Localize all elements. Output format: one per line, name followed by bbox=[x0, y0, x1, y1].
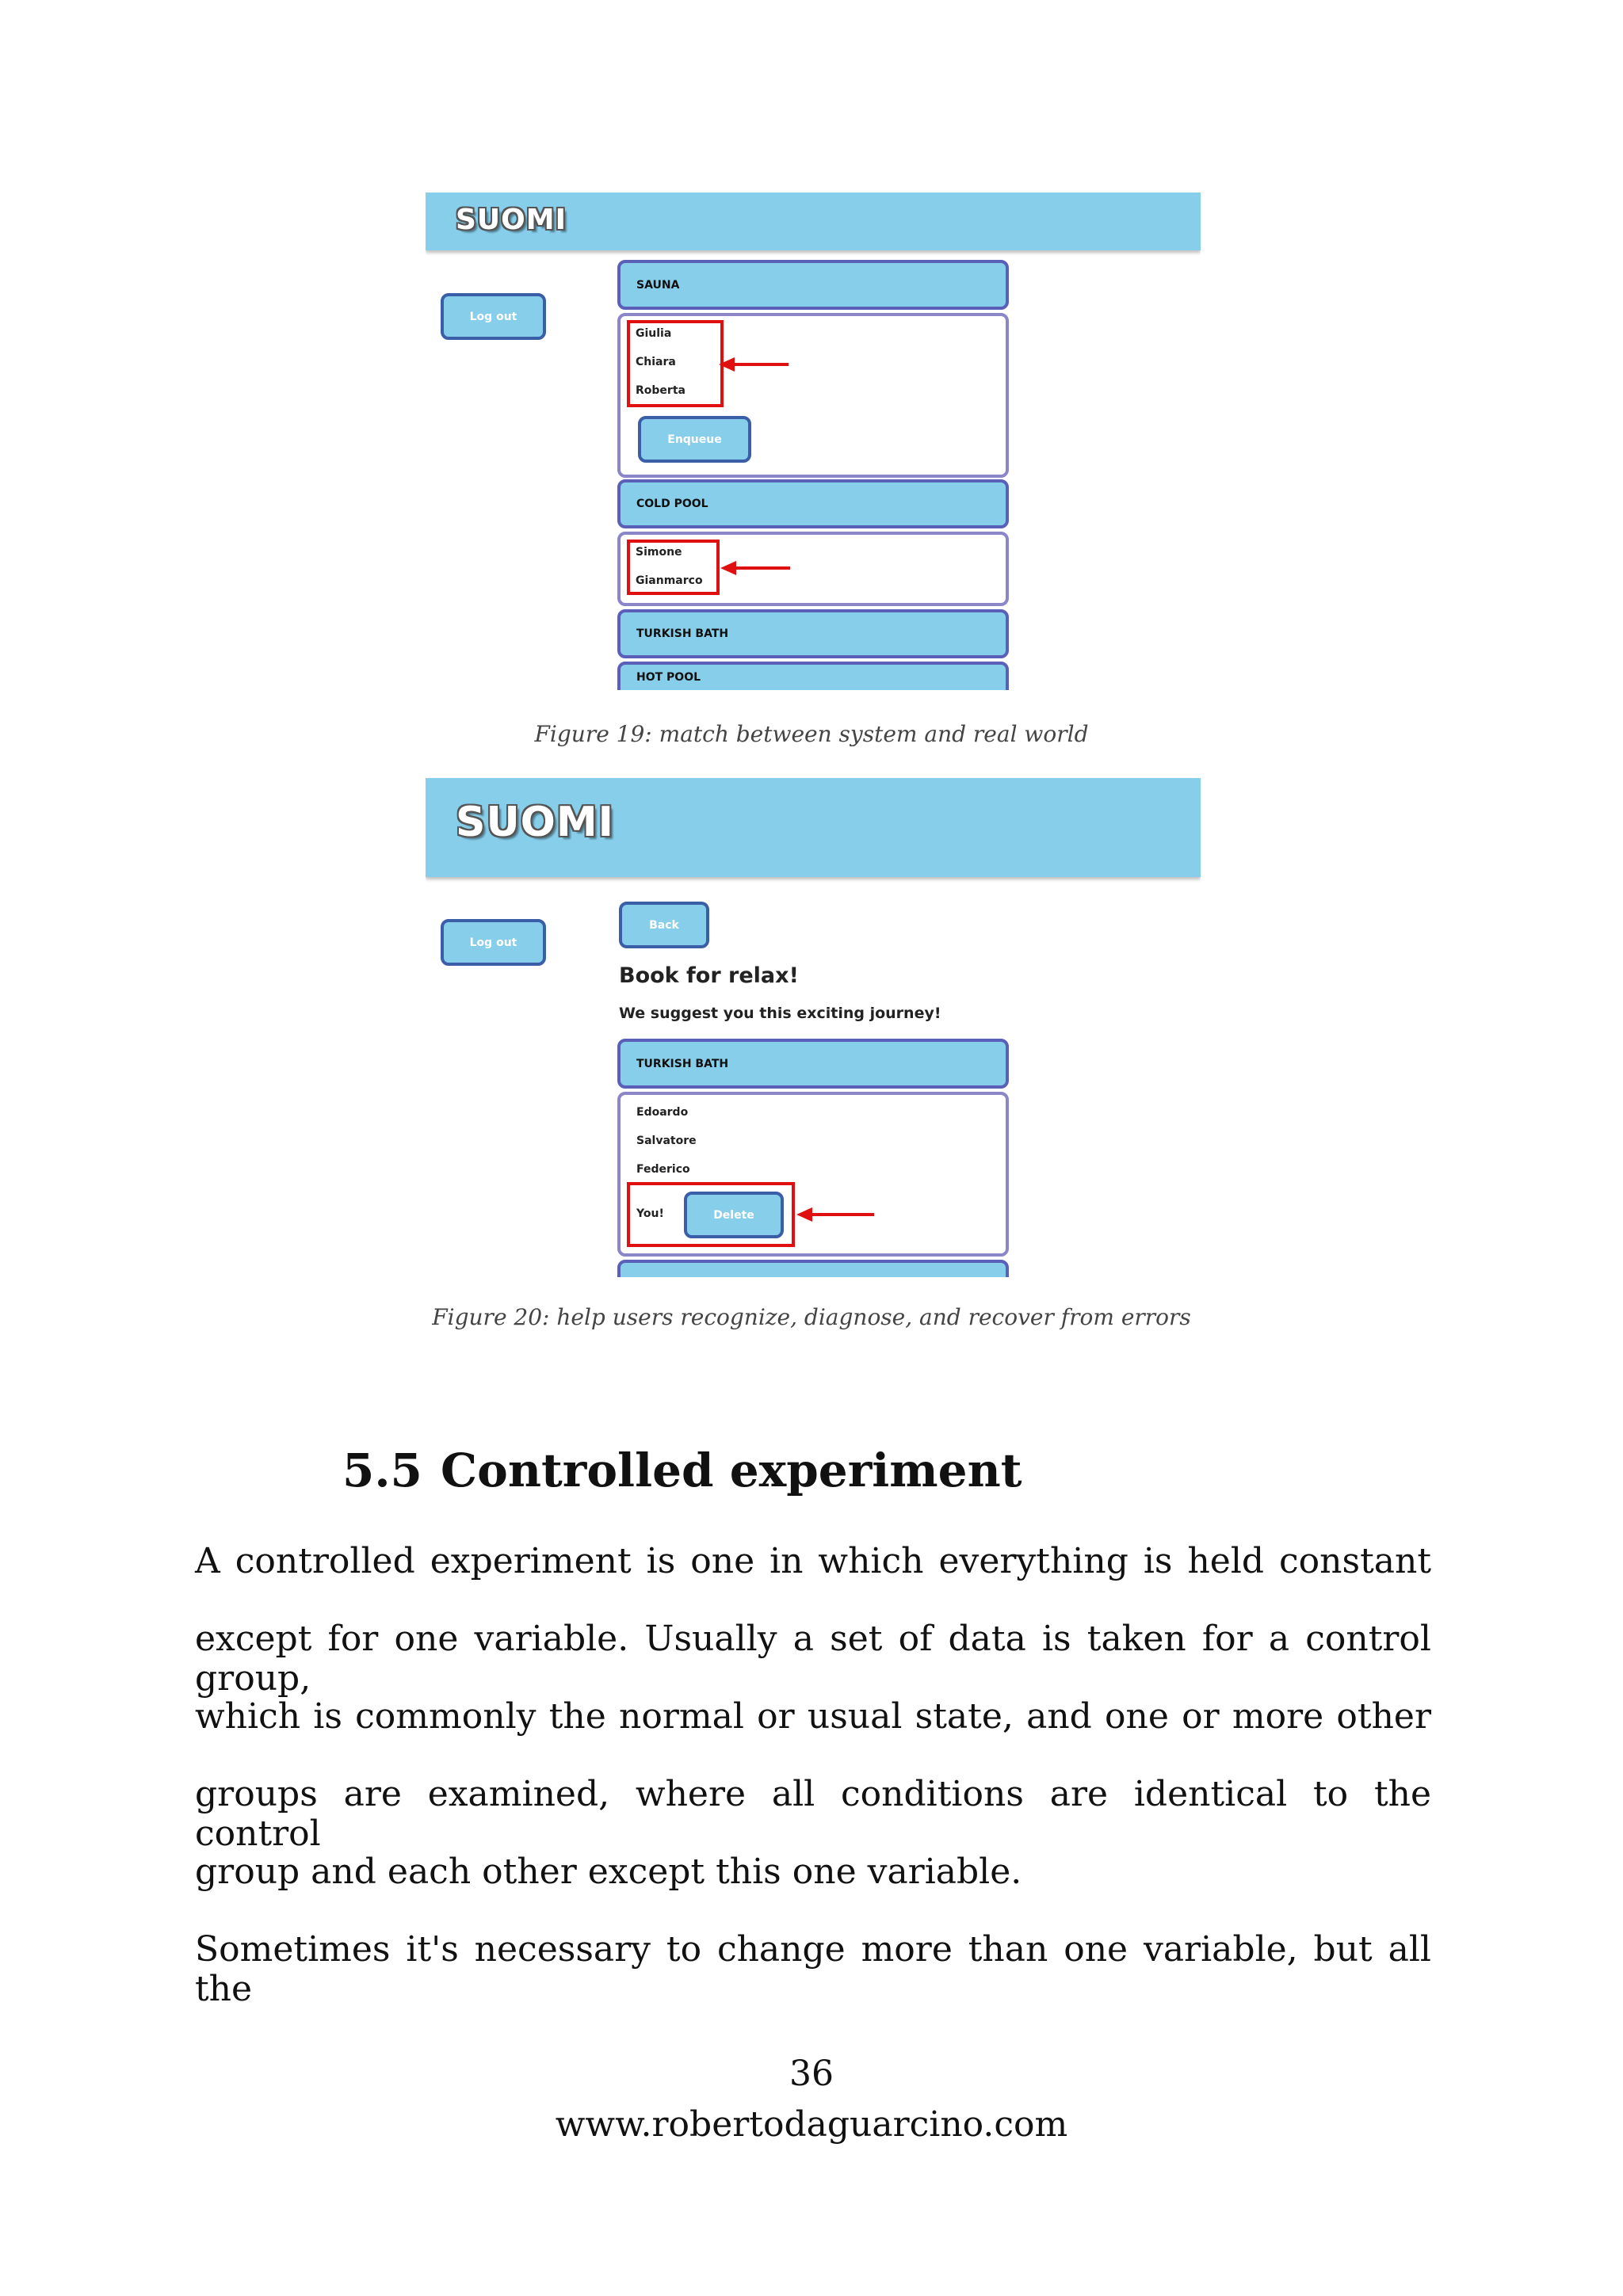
queue-name: Gianmarco bbox=[636, 574, 703, 587]
queue-name: Simone bbox=[636, 546, 682, 559]
hot-pool-section-header[interactable]: HOT POOL bbox=[617, 662, 1009, 690]
highlight-box bbox=[627, 320, 724, 407]
paragraph-line: group and each other except this one variable. bbox=[195, 1852, 1022, 1892]
figure-20-screenshot bbox=[426, 778, 1201, 1277]
delete-button[interactable]: Delete bbox=[684, 1192, 784, 1238]
paragraph-line: which is commonly the normal or usual state, and one or more other bbox=[195, 1696, 1431, 1737]
turkish-bath-section-header[interactable]: TURKISH BATH bbox=[617, 609, 1009, 658]
figure-20-caption: Figure 20: help users recognize, diagnose, and recover from errors bbox=[432, 1304, 1191, 1330]
enqueue-button[interactable]: Enqueue bbox=[638, 416, 751, 463]
suomi-logo: SUOMI bbox=[456, 799, 614, 846]
figure-19-caption: Figure 19: match between system and real world bbox=[534, 721, 1089, 747]
figure-19-screenshot bbox=[426, 193, 1201, 690]
paragraph-line: A controlled experiment is one in which everything is held constant bbox=[195, 1541, 1431, 1581]
footer-website: www.robertodaguarcino.com bbox=[555, 2104, 1068, 2145]
red-arrow-icon bbox=[720, 559, 792, 578]
back-button[interactable]: Back bbox=[619, 902, 709, 948]
page-number: 36 bbox=[789, 2054, 834, 2094]
next-section-header[interactable] bbox=[617, 1260, 1009, 1277]
logout-button[interactable]: Log out bbox=[441, 293, 546, 340]
you-label: You! bbox=[636, 1207, 664, 1220]
queue-name: Giulia bbox=[636, 327, 672, 340]
page-subtitle: We suggest you this exciting journey! bbox=[619, 1005, 941, 1022]
paragraph-line: Sometimes it's necessary to change more than one variable, but all the bbox=[195, 1929, 1431, 2009]
paragraph-line: except for one variable. Usually a set of data is taken for a control group, bbox=[195, 1619, 1431, 1699]
section-number: 5.5 bbox=[342, 1444, 422, 1497]
red-arrow-icon bbox=[796, 1205, 876, 1224]
queue-name: Edoardo bbox=[636, 1106, 689, 1119]
queue-name: Salvatore bbox=[636, 1135, 697, 1147]
cold-pool-section-header[interactable]: COLD POOL bbox=[617, 479, 1009, 528]
queue-name: Federico bbox=[636, 1163, 690, 1176]
section-heading bbox=[342, 1444, 1022, 1497]
highlight-box bbox=[627, 540, 720, 595]
section-title: Controlled experiment bbox=[441, 1444, 1022, 1497]
red-arrow-icon bbox=[719, 355, 790, 374]
queue-name: Roberta bbox=[636, 384, 685, 397]
paragraph-line: groups are examined, where all conditions are identical to the control bbox=[195, 1774, 1431, 1854]
queue-name: Chiara bbox=[636, 356, 676, 368]
page-title: Book for relax! bbox=[619, 963, 799, 988]
suomi-logo: SUOMI bbox=[456, 204, 567, 236]
logout-button[interactable]: Log out bbox=[441, 919, 546, 966]
turkish-bath-section-header[interactable]: TURKISH BATH bbox=[617, 1039, 1009, 1089]
sauna-section-header[interactable]: SAUNA bbox=[617, 260, 1009, 310]
